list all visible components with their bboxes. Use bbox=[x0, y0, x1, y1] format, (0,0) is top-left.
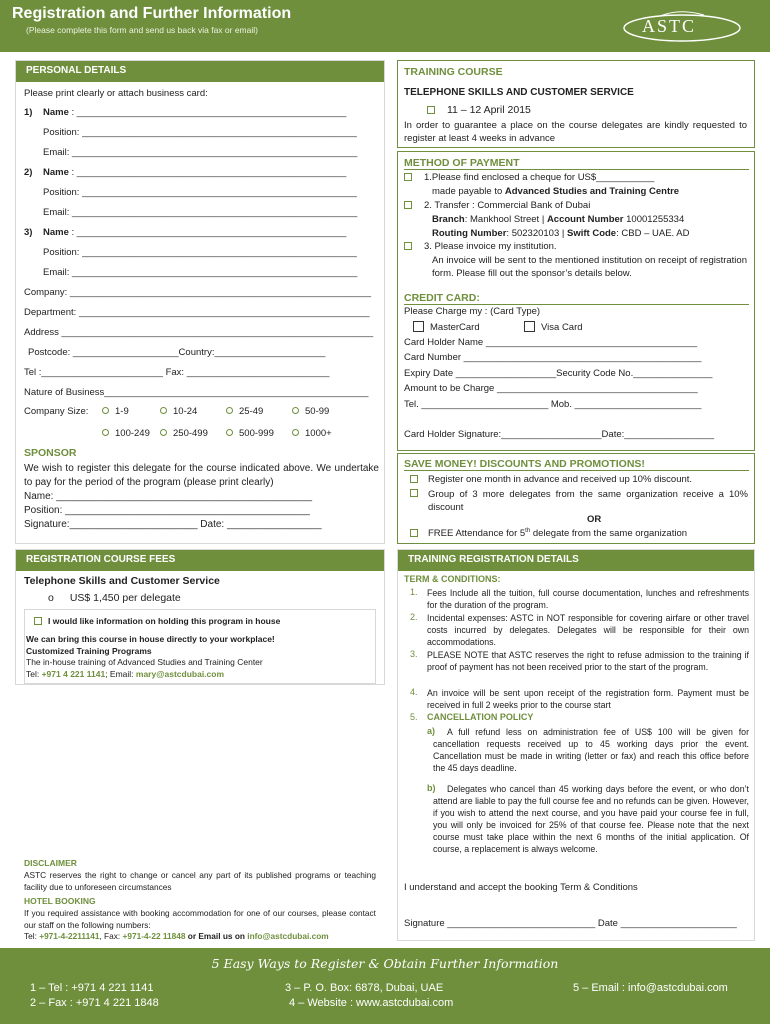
delegate-2-email-field[interactable]: Email: ______________________________________________________ bbox=[43, 207, 358, 218]
checkbox-icon bbox=[410, 529, 418, 537]
delegate-1-position-field[interactable]: Position: ____________________________________________________ bbox=[43, 127, 357, 138]
promo-or: OR bbox=[587, 514, 602, 525]
inhouse-phone-link[interactable]: +971 4 221 1141 bbox=[41, 669, 106, 679]
hotel-phone-link[interactable]: +971-4-2211141 bbox=[39, 931, 100, 941]
bank-routing-swift: Routing Number: 502320103 | Swift Code: CBD – UAE. AD bbox=[432, 228, 690, 239]
card-type-label: Please Charge my : (Card Type) bbox=[404, 306, 541, 317]
name-label: Name bbox=[43, 167, 69, 178]
fees-price: US$ 1,450 per delegate bbox=[69, 592, 181, 604]
fees-course-name: Telephone Skills and Customer Service bbox=[24, 575, 220, 587]
company-size-label: Company Size: bbox=[24, 406, 89, 417]
sponsor-name-field[interactable]: Name: ______________________________________________ bbox=[24, 491, 313, 502]
radio-icon bbox=[292, 407, 299, 414]
credit-card-heading: CREDIT CARD: bbox=[404, 292, 749, 305]
delegate-3-position-field[interactable]: Position: ____________________________________________________ bbox=[43, 247, 357, 258]
address-field[interactable]: Address ___________________________________________________________ bbox=[24, 327, 374, 338]
checkbox-icon bbox=[413, 321, 424, 332]
term-number: 3. bbox=[410, 649, 418, 659]
footer-fax[interactable]: 2 – Fax : +971 4 221 1848 bbox=[30, 997, 159, 1009]
company-size-option[interactable]: 500-999 bbox=[226, 428, 274, 439]
radio-icon bbox=[226, 429, 233, 436]
expiry-security-field[interactable]: Expiry Date ___________________Security Code No._______________ bbox=[404, 368, 713, 379]
radio-icon bbox=[226, 407, 233, 414]
details-signature-field[interactable]: Signature ____________________________ Date ______________________ bbox=[404, 918, 737, 929]
page-title: Registration and Further Information bbox=[12, 5, 292, 22]
checkbox-icon bbox=[427, 106, 435, 114]
sponsor-signature-field[interactable]: Signature:_______________________ Date: _________________ bbox=[24, 519, 322, 530]
hotel-email-link[interactable]: info@astcdubai.com bbox=[247, 931, 329, 941]
delegate-2-position-field[interactable]: Position: ____________________________________________________ bbox=[43, 187, 357, 198]
promotions-heading: SAVE MONEY! DISCOUNTS AND PROMOTIONS! bbox=[404, 458, 749, 471]
payment-option-cheque[interactable]: 1.Please find enclosed a cheque for US$___________ bbox=[404, 172, 654, 183]
checkbox-icon bbox=[34, 617, 42, 625]
bullet-icon: o bbox=[48, 592, 54, 604]
term-text: Fees Include all the tuition, full course documentation, lunches and refreshments for the duration of the program. bbox=[427, 588, 749, 610]
hotel-heading: HOTEL BOOKING bbox=[24, 896, 96, 906]
training-course-heading: TRAINING COURSE bbox=[404, 66, 503, 78]
nature-of-business-field[interactable]: Nature of Business__________________________________________________ bbox=[24, 387, 369, 398]
hotel-fax-link[interactable]: +971-4-22 11848 bbox=[122, 931, 186, 941]
cancel-b-text: Delegates who cancel than 45 working days before the event, or who don’t attend are liable to pay the full course fee and no refunds can be given. However, if you wish to attend the next course, and you have paid your course fee in full, you will only be invoiced for 25% of that course fee. Please note that the next course must take place within the next 6 months of the initial application. Of course, a replacement is always welcome. bbox=[433, 784, 749, 854]
delegate-3-number: 3) bbox=[24, 227, 33, 238]
accept-terms-text: I understand and accept the booking Term & Conditions bbox=[404, 882, 638, 893]
custom-title: Customized Training Programs bbox=[26, 646, 152, 656]
delegate-2-name-field[interactable] bbox=[43, 167, 346, 178]
delegate-3-name-field[interactable] bbox=[43, 227, 346, 238]
promo-option-advance[interactable]: Register one month in advance and received up 10% discount. bbox=[410, 474, 692, 485]
cancel-a-label: a) bbox=[427, 726, 436, 736]
delegate-1-email-field[interactable]: Email: ______________________________________________________ bbox=[43, 147, 358, 158]
promo-option-group[interactable] bbox=[410, 488, 428, 499]
bank-branch-account: Branch: Mankhool Street | Account Number 10001255334 bbox=[432, 214, 685, 225]
radio-icon bbox=[160, 429, 167, 436]
term-number: 5. bbox=[410, 712, 418, 722]
hotel-contact: Tel: +971-4-2211141, Fax: +971-4-22 11848 or Email us on info@astcdubai.com bbox=[24, 931, 329, 941]
course-note: In order to guarantee a place on the course delegates are kindly requested to register at least 4 weeks in advance bbox=[404, 120, 747, 144]
checkbox-icon bbox=[404, 173, 412, 181]
inhouse-title: We can bring this course in house directly to your workplace! bbox=[26, 634, 275, 644]
footer-tel[interactable]: 1 – Tel : +971 4 221 1141 bbox=[30, 982, 154, 994]
delegate-3-email-field[interactable]: Email: ______________________________________________________ bbox=[43, 267, 358, 278]
company-size-option[interactable]: 250-499 bbox=[160, 428, 208, 439]
name-label: Name bbox=[43, 107, 69, 118]
footer-website[interactable]: 4 – Website : www.astcdubai.com bbox=[289, 997, 454, 1009]
card-tel-mob-field[interactable]: Tel. ________________________ Mob. ________________________ bbox=[404, 399, 702, 410]
company-size-option[interactable]: 10-24 bbox=[160, 406, 197, 417]
term-number: 1. bbox=[410, 587, 418, 597]
astc-logo bbox=[620, 10, 750, 44]
inhouse-email-link[interactable]: mary@astcdubai.com bbox=[135, 669, 225, 679]
personal-intro: Please print clearly or attach business card: bbox=[24, 88, 208, 99]
registration-details-heading: TRAINING REGISTRATION DETAILS bbox=[398, 550, 754, 571]
payment-heading: METHOD OF PAYMENT bbox=[404, 157, 749, 170]
name-line: : ___________________________________________________ bbox=[71, 167, 347, 178]
disclaimer-heading: DISCLAIMER bbox=[24, 858, 77, 868]
term-text: Incidental expenses: ASTC in NOT responsible for covering airfare or other travel costs incurred by delegates. Delegates will be responsible for their own accommodations. bbox=[427, 613, 749, 647]
logo-text: ASTC bbox=[642, 16, 697, 36]
invoice-note: An invoice will be sent to the mentioned institution on receipt of registration form. Please fill out the sponsor’s details below. bbox=[432, 255, 747, 279]
visa-option[interactable]: Visa Card bbox=[524, 321, 583, 333]
name-line: : ___________________________________________________ bbox=[71, 227, 347, 238]
footer-email[interactable]: 5 – Email : info@astcdubai.com bbox=[573, 982, 728, 994]
fees-price-row bbox=[48, 592, 181, 604]
amount-field[interactable]: Amount to be Charge ______________________________________ bbox=[404, 383, 698, 394]
radio-icon bbox=[160, 407, 167, 414]
company-size-option[interactable]: 1-9 bbox=[102, 406, 129, 417]
inhouse-checkbox[interactable]: I would like information on holding this program in house bbox=[34, 616, 280, 626]
card-holder-name-field[interactable]: Card Holder Name ________________________________________ bbox=[404, 337, 698, 348]
terms-heading: TERM & CONDITIONS: bbox=[404, 574, 501, 584]
sponsor-text: We wish to register this delegate for the course indicated above. We undertake to pay for the period of the program (please print clearly) bbox=[24, 463, 379, 488]
checkbox-icon bbox=[404, 242, 412, 250]
delegate-1-name-field[interactable] bbox=[43, 107, 346, 118]
cancel-b-label: b) bbox=[427, 783, 436, 793]
personal-details-heading: PERSONAL DETAILS bbox=[16, 61, 384, 82]
company-size-option[interactable]: 50-99 bbox=[292, 406, 329, 417]
radio-icon bbox=[102, 429, 109, 436]
delegate-2-number: 2) bbox=[24, 167, 33, 178]
custom-text: The in-house training of Advanced Studies and Training Center bbox=[26, 657, 263, 667]
mastercard-option[interactable]: MasterCard bbox=[413, 321, 480, 333]
term-number: 4. bbox=[410, 687, 418, 697]
disclaimer-text: ASTC reserves the right to change or cancel any part of its published programs or teaching facility due to unforeseen circumstances bbox=[24, 870, 376, 892]
term-number: 2. bbox=[410, 612, 418, 622]
cancel-a-text: A full refund less on administration fee of US$ 100 will be given for cancellation requests received up to 45 working days prior the event. Cancellation must be made in writing (letter or fax) and reach this office before the 45 days deadline. bbox=[433, 727, 749, 773]
postcode-country-field[interactable]: Postcode: ____________________Country:_____________________ bbox=[28, 347, 326, 358]
course-fees-heading: REGISTRATION COURSE FEES bbox=[16, 550, 384, 571]
inhouse-contact: Tel: +971 4 221 1141; Email: mary@astcdubai.com bbox=[26, 669, 225, 679]
sponsor-heading: SPONSOR bbox=[24, 447, 77, 459]
page-subtitle: (Please complete this form and send us back via fax or email) bbox=[26, 25, 258, 35]
course-title: TELEPHONE SKILLS AND CUSTOMER SERVICE bbox=[404, 87, 634, 98]
radio-icon bbox=[292, 429, 299, 436]
footer-bar bbox=[0, 948, 770, 1024]
course-date-option[interactable]: 11 – 12 April 2015 bbox=[427, 104, 531, 116]
name-label: Name bbox=[43, 227, 69, 238]
radio-icon bbox=[102, 407, 109, 414]
term-text: An invoice will be sent upon receipt of the registration form. Payment must be received in full 2 weeks prior to the course start bbox=[427, 688, 749, 710]
term-text: PLEASE NOTE that ASTC reserves the right to refuse admission to the training if proof of payment has not been received prior to the start of the program. bbox=[427, 650, 749, 672]
name-line: : ___________________________________________________ bbox=[71, 107, 347, 118]
payment-option-transfer[interactable]: 2. Transfer : Commercial Bank of Dubai bbox=[404, 200, 590, 211]
payment-option-invoice[interactable]: 3. Please invoice my institution. bbox=[404, 241, 557, 252]
card-signature-field[interactable]: Card Holder Signature:___________________Date:_________________ bbox=[404, 429, 715, 440]
company-size-option[interactable]: 25-49 bbox=[226, 406, 263, 417]
promo-group-text: Group of 3 more delegates from the same organization receive a 10% discount bbox=[428, 489, 748, 513]
hotel-text: If you required assistance with booking accommodation for one of our courses, please contact our staff on the following numbers: bbox=[24, 908, 376, 930]
checkbox-icon bbox=[524, 321, 535, 332]
checkbox-icon bbox=[410, 489, 418, 497]
delegate-1-number: 1) bbox=[24, 107, 33, 118]
footer-po-box: 3 – P. O. Box: 6878, Dubai, UAE bbox=[285, 982, 444, 994]
cheque-payee: made payable to Advanced Studies and Training Centre bbox=[432, 186, 680, 197]
header-bar bbox=[0, 0, 770, 52]
checkbox-icon bbox=[404, 201, 412, 209]
card-number-field[interactable]: Card Number _____________________________________________ bbox=[404, 352, 702, 363]
footer-tagline: 5 Easy Ways to Register & Obtain Further Information bbox=[211, 956, 559, 971]
department-field[interactable]: Department: _______________________________________________________ bbox=[24, 307, 370, 318]
company-size-option[interactable]: 1000+ bbox=[292, 428, 332, 439]
company-size-option[interactable]: 100-249 bbox=[102, 428, 150, 439]
checkbox-icon bbox=[410, 475, 418, 483]
tel-fax-field[interactable]: Tel :_______________________ Fax: ___________________________ bbox=[24, 367, 330, 378]
promo-option-free[interactable]: FREE Attendance for 5th delegate from the same organization bbox=[410, 528, 687, 539]
company-field[interactable]: Company: _________________________________________________________ bbox=[24, 287, 372, 298]
cancellation-heading: CANCELLATION POLICY bbox=[427, 712, 534, 722]
sponsor-position-field[interactable]: Position: ____________________________________________ bbox=[24, 505, 310, 516]
